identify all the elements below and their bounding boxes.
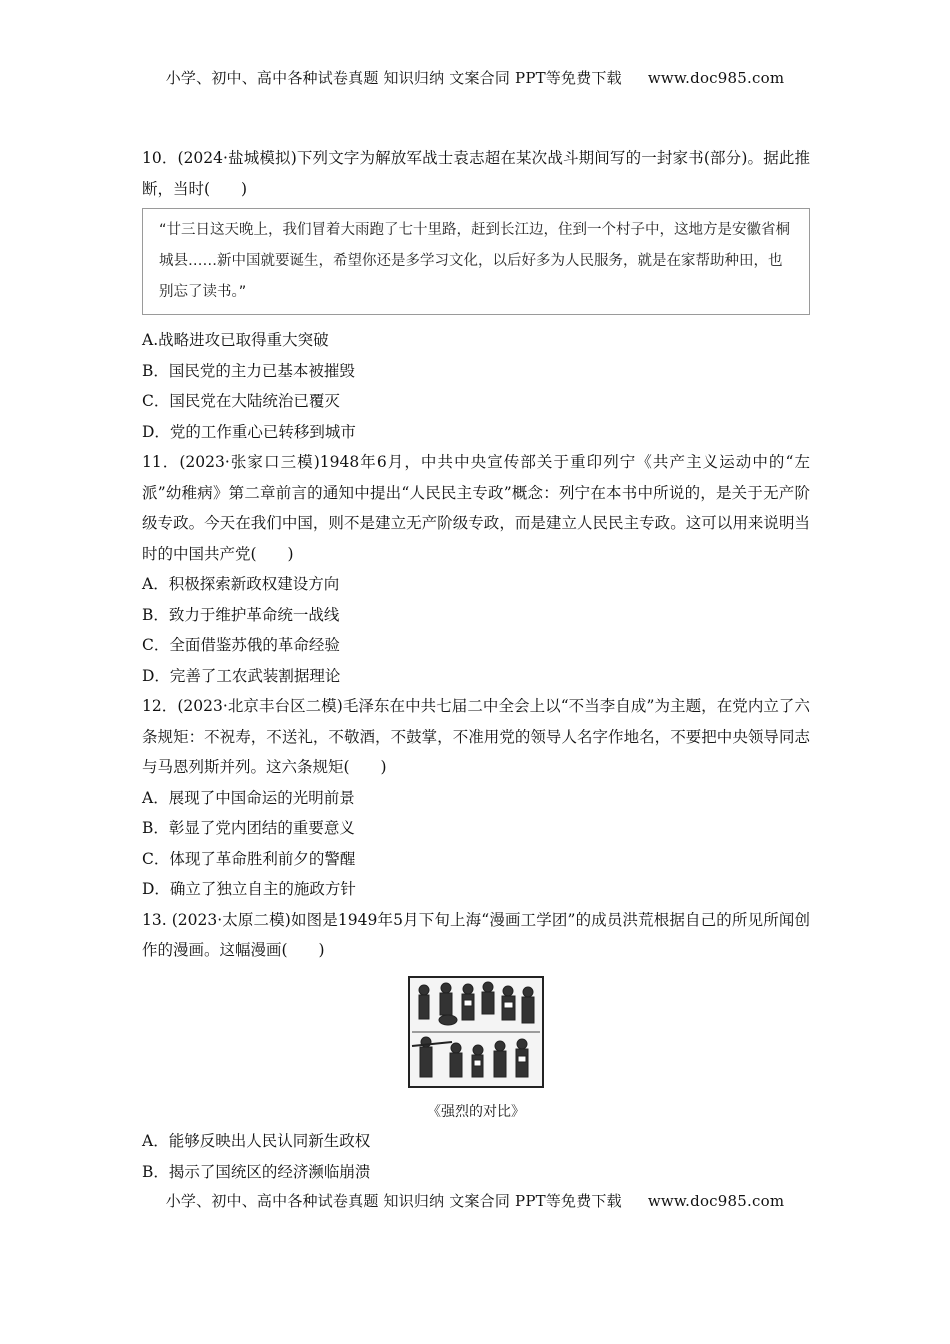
question-13 (142, 905, 810, 1188)
question-10 (142, 143, 810, 447)
cartoon-image (408, 976, 544, 1088)
question-12-stem: 12．(2023·北京丰台区二模)毛泽东在中共七届二中全会上以“不当李自成”为主题，在党内立了六条规矩：不祝寿，不送礼，不敬酒，不鼓掌，不准用党的领导人名字作地名，不要把中央领导同志与马恩列斯并列。这六条规矩( ) (142, 697, 810, 776)
cartoon-caption: 《强烈的对比》 (427, 1104, 525, 1120)
question-10-stem: 10．(2024·盐城模拟)下列文字为解放军战士袁志超在某次战斗期间写的一封家书(部分)。据此推断，当时( ) (142, 149, 810, 198)
question-10-option-a[interactable]: A.战略进攻已取得重大突破 (142, 331, 329, 349)
question-11-option-d[interactable]: D．完善了工农武装割据理论 (142, 666, 341, 685)
header-site: www.doc985.com (647, 69, 785, 87)
footer-site: www.doc985.com (647, 1192, 785, 1210)
question-11-stem: 11．(2023·张家口三模)1948年6月，中共中央宣传部关于重印列宁《共产主义运动中的“左派”幼稚病》第二章前言的通知中提出“人民民主专政”概念：列宁在本书中所说的，是关于无产阶级专政。今天在我们中国，则不是建立无产阶级专政，而是建立人民民主专政。这可以用来说明当时的中国共产党( ) (142, 453, 810, 563)
question-10-option-d[interactable]: D．党的工作重心已转移到城市 (142, 422, 356, 441)
question-10-option-b[interactable]: B．国民党的主力已基本被摧毁 (142, 361, 355, 380)
question-12-option-c[interactable]: C．体现了革命胜利前夕的警醒 (142, 849, 356, 868)
question-12-option-b[interactable]: B．彰显了党内团结的重要意义 (142, 819, 355, 837)
question-12-option-a[interactable]: A．展现了中国命运的光明前景 (142, 788, 355, 807)
question-13-option-a[interactable]: A．能够反映出人民认同新生政权 (142, 1132, 371, 1150)
question-11 (142, 447, 810, 691)
footer-text: 小学、初中、高中各种试卷真题 知识归纳 文案合同 PPT等免费下载 (165, 1192, 622, 1210)
page-footer (0, 1190, 950, 1211)
question-11-option-c[interactable]: C．全面借鉴苏俄的革命经验 (142, 636, 340, 654)
question-12-option-d[interactable]: D．确立了独立自主的施政方针 (142, 880, 356, 898)
page-header (0, 67, 950, 88)
header-text: 小学、初中、高中各种试卷真题 知识归纳 文案合同 PPT等免费下载 (165, 69, 622, 87)
question-12 (142, 691, 810, 905)
question-11-option-a[interactable]: A．积极探索新政权建设方向 (142, 575, 340, 593)
question-13-option-b[interactable]: B．揭示了国统区的经济濒临崩溃 (142, 1162, 371, 1181)
question-list (142, 143, 810, 1187)
question-10-quote: “廿三日这天晚上，我们冒着大雨跑了七十里路，赶到长江边，住到一个村子中，这地方是安徽省桐城县……新中国就要诞生，希望你还是多学习文化，以后好多为人民服务，就是在家帮助种田，也别忘了读书。” (142, 208, 810, 315)
question-10-option-c[interactable]: C．国民党在大陆统治已覆灭 (142, 392, 340, 410)
question-13-stem: 13. (2023·太原二模)如图是1949年5月下旬上海“漫画工学团”的成员洪荒根据自己的所见所闻创作的漫画。这幅漫画( ) (142, 910, 810, 959)
cartoon-figure (142, 976, 810, 1099)
question-11-option-b[interactable]: B．致力于维护革命统一战线 (142, 605, 340, 624)
